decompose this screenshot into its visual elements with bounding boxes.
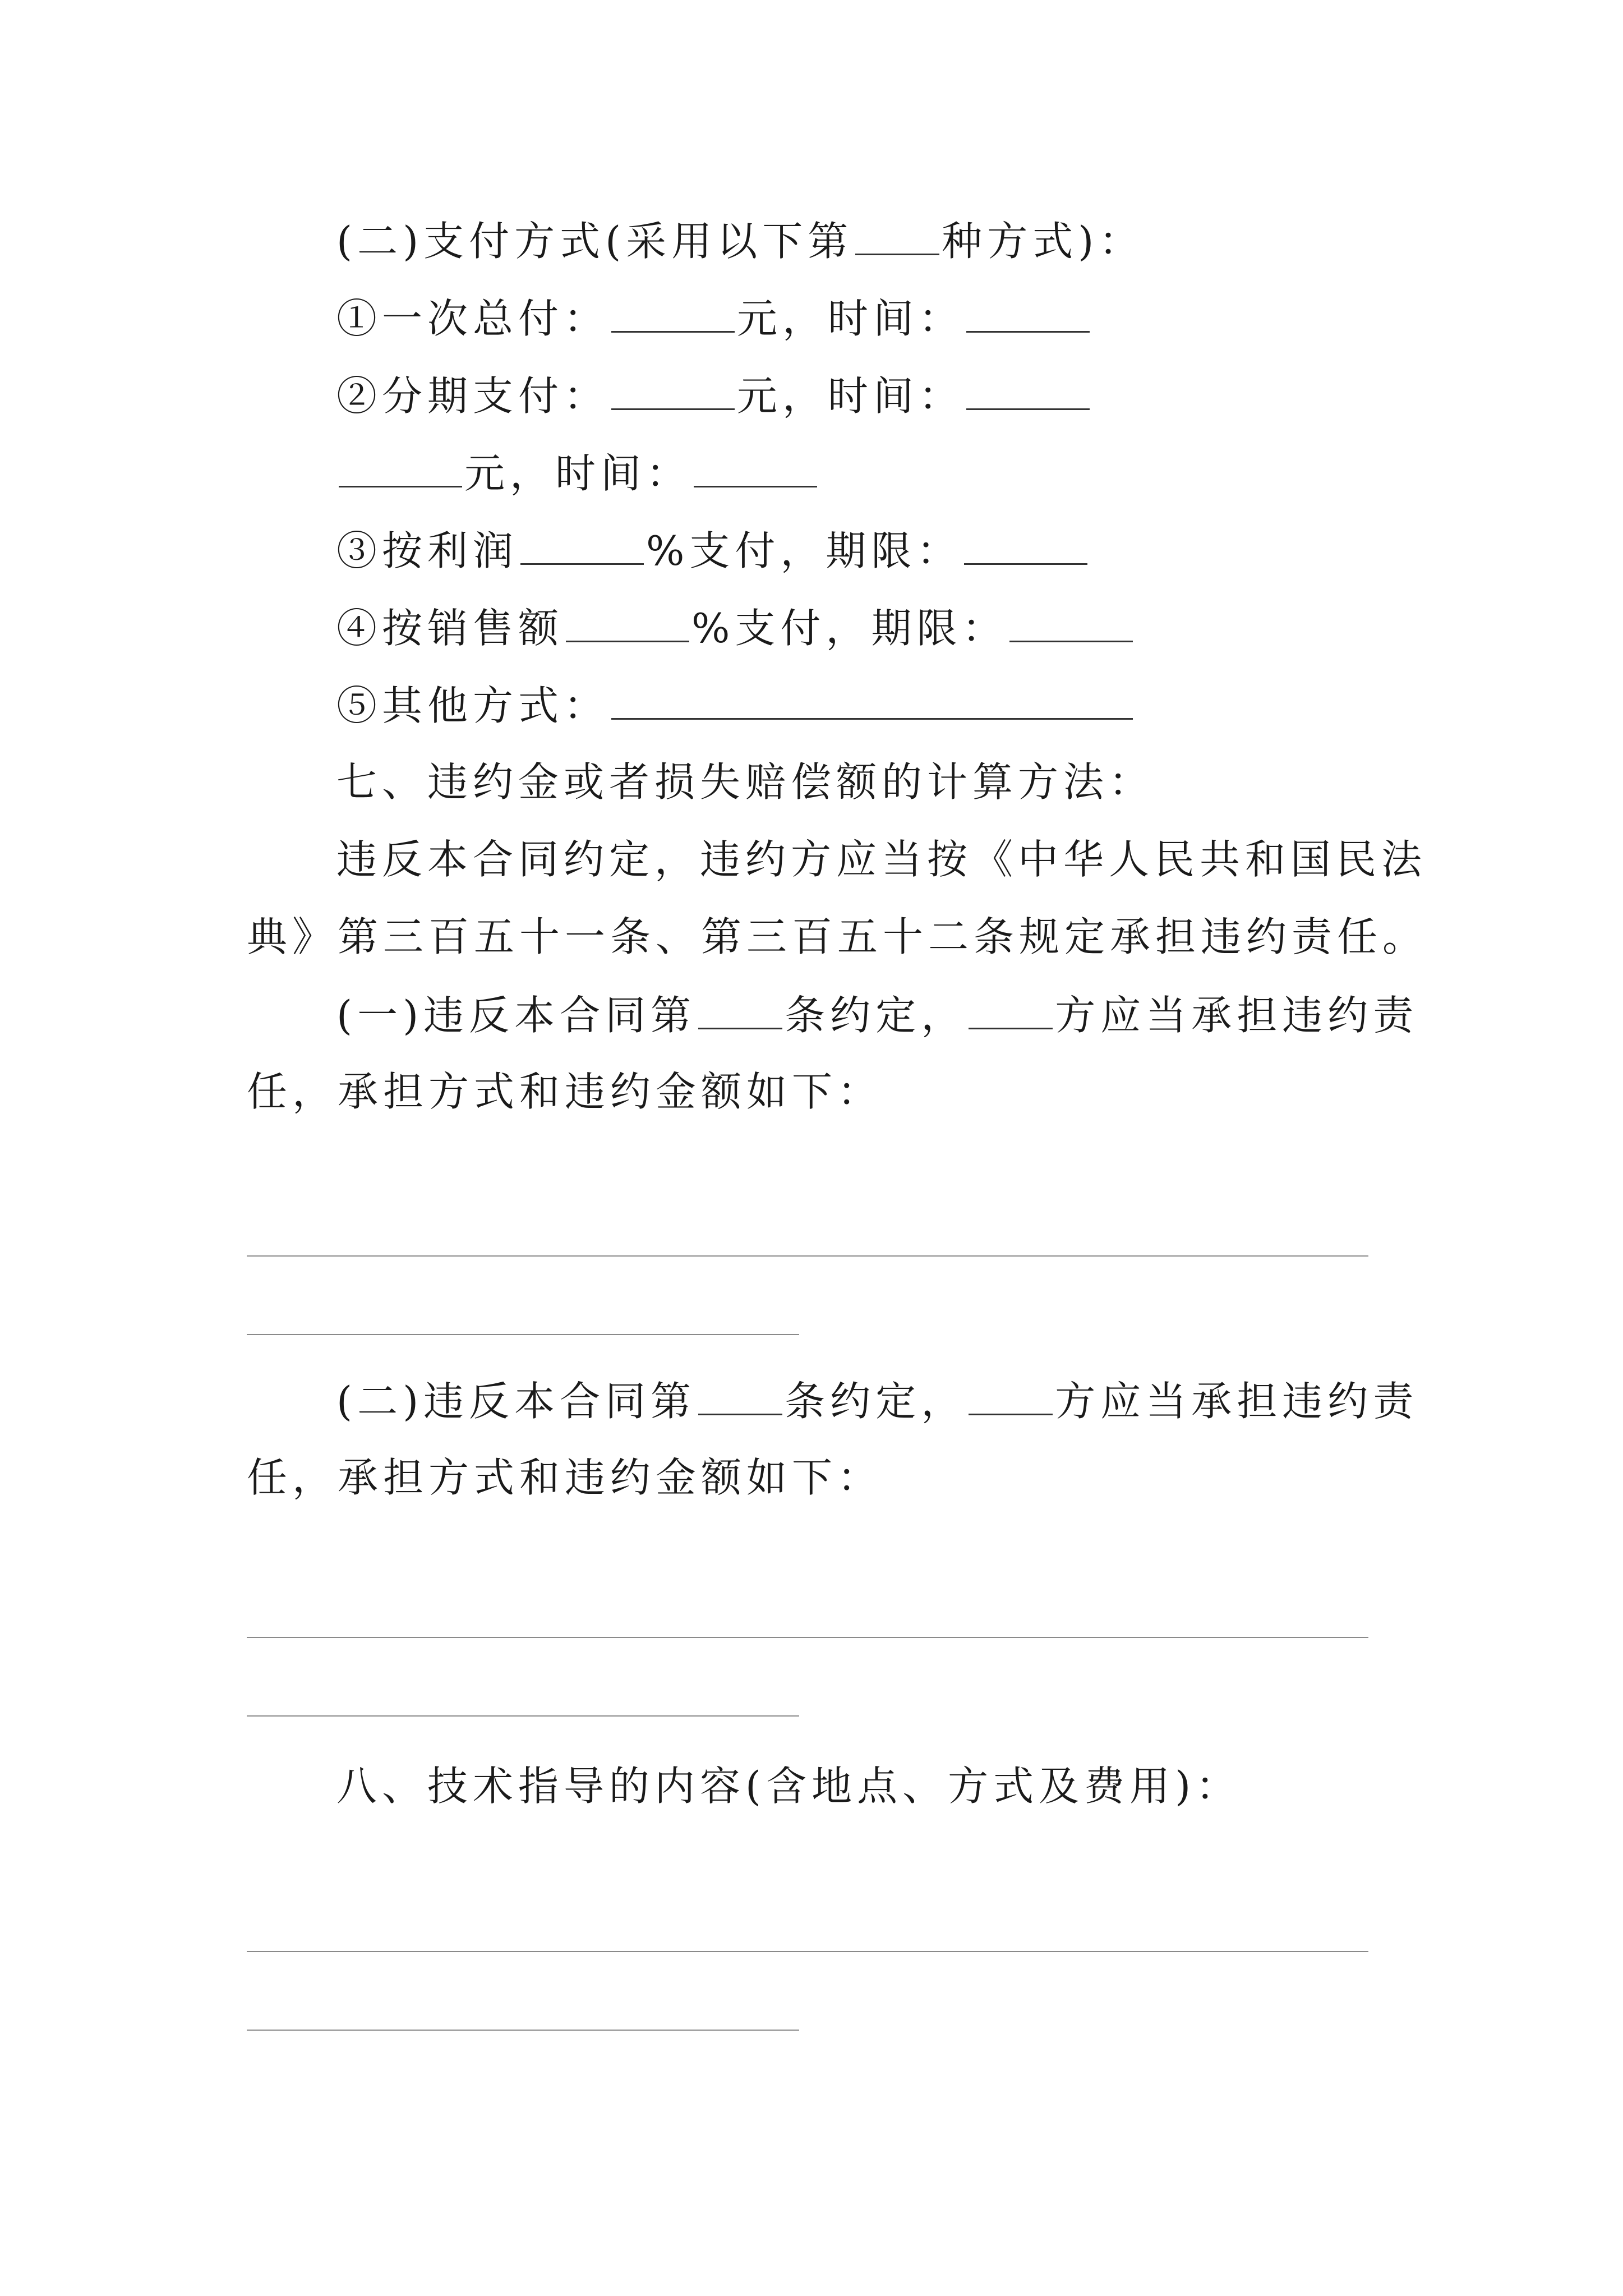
- payment-option-sales: [336, 605, 1135, 652]
- breach-item-1-line-2: 任，承担方式和违约金额如下：: [247, 1068, 883, 1115]
- breach-item-2-fill-line-1[interactable]: [247, 1637, 1368, 1638]
- section-8-fill-line-1[interactable]: [247, 1951, 1368, 1952]
- payment-option-installment: [336, 372, 1092, 420]
- section-8-heading: 八、技术指导的内容(含地点、方式及费用)：: [336, 1763, 1242, 1810]
- breach-item-1-text-c: 方应当承担违约责: [1055, 992, 1419, 1039]
- lump-sum-amount-blank[interactable]: [611, 297, 735, 333]
- profit-label: ③按利润: [336, 527, 519, 574]
- lump-sum-label: ①一次总付：: [336, 295, 610, 342]
- payment-option-other: [336, 682, 1135, 729]
- breach-item-1-clause-blank[interactable]: [698, 994, 782, 1029]
- installment-time-blank-1[interactable]: [966, 375, 1090, 410]
- breach-item-2-party-blank[interactable]: [969, 1380, 1053, 1415]
- installment-label: ②分期支付：: [336, 372, 610, 420]
- other-method-label: ⑤其他方式：: [336, 682, 610, 729]
- breach-item-1-party-blank[interactable]: [969, 994, 1053, 1029]
- installment-time-label-2: 元，时间：: [464, 450, 692, 497]
- breach-item-1-text-b: 条约定，: [785, 992, 967, 1039]
- installment-time-label-1: 元，时间：: [737, 372, 965, 420]
- other-method-blank[interactable]: [611, 684, 1133, 720]
- section-7-heading: 七、违约金或者损失赔偿额的计算方法：: [336, 758, 1155, 806]
- breach-item-1-fill-line-1[interactable]: [247, 1255, 1368, 1257]
- breach-item-2-clause-blank[interactable]: [698, 1380, 782, 1415]
- profit-term-blank[interactable]: [964, 530, 1087, 565]
- breach-item-2-fill-line-2[interactable]: [247, 1715, 799, 1717]
- installment-amount-blank-1[interactable]: [611, 375, 735, 410]
- breach-item-2-text-b: 条约定，: [785, 1378, 967, 1425]
- sales-term-label: %支付，期限：: [691, 605, 1008, 652]
- lump-sum-time-label: 元，时间：: [737, 295, 965, 342]
- payment-heading-text-a: (二)支付方式(采用以下第: [336, 218, 854, 265]
- section-7-paragraph-line-2: 典》第三百五十一条、第三百五十二条规定承担违约责任。: [247, 913, 1428, 960]
- breach-item-2-line-1: [336, 1378, 1419, 1425]
- breach-item-1-line-1: [336, 992, 1419, 1039]
- section-8-fill-line-2[interactable]: [247, 2030, 799, 2031]
- sales-label: ④按销售额: [336, 605, 564, 652]
- payment-heading-text-b: 种方式)：: [942, 218, 1145, 265]
- payment-method-heading: [336, 218, 1145, 265]
- profit-percent-blank[interactable]: [520, 530, 644, 565]
- breach-item-1-text-a: (一)违反本合同第: [336, 992, 697, 1039]
- payment-option-lump-sum: [336, 295, 1092, 342]
- section-7-paragraph-line-1: 违反本合同约定，违约方应当按《中华人民共和国民法: [336, 836, 1427, 883]
- breach-item-1-fill-line-2[interactable]: [247, 1334, 799, 1335]
- lump-sum-time-blank[interactable]: [966, 297, 1090, 333]
- breach-item-2-line-2: 任，承担方式和违约金额如下：: [247, 1454, 883, 1501]
- breach-item-2-text-c: 方应当承担违约责: [1055, 1378, 1419, 1425]
- payment-option-profit: [336, 527, 1090, 574]
- breach-item-2-text-a: (二)违反本合同第: [336, 1378, 697, 1425]
- profit-term-label: %支付，期限：: [646, 527, 962, 574]
- installment-time-blank-2[interactable]: [694, 452, 817, 487]
- payment-option-installment-cont: [336, 450, 819, 497]
- installment-amount-blank-2[interactable]: [339, 452, 462, 487]
- sales-percent-blank[interactable]: [566, 607, 689, 642]
- sales-term-blank[interactable]: [1009, 607, 1133, 642]
- payment-option-number-blank[interactable]: [855, 220, 939, 255]
